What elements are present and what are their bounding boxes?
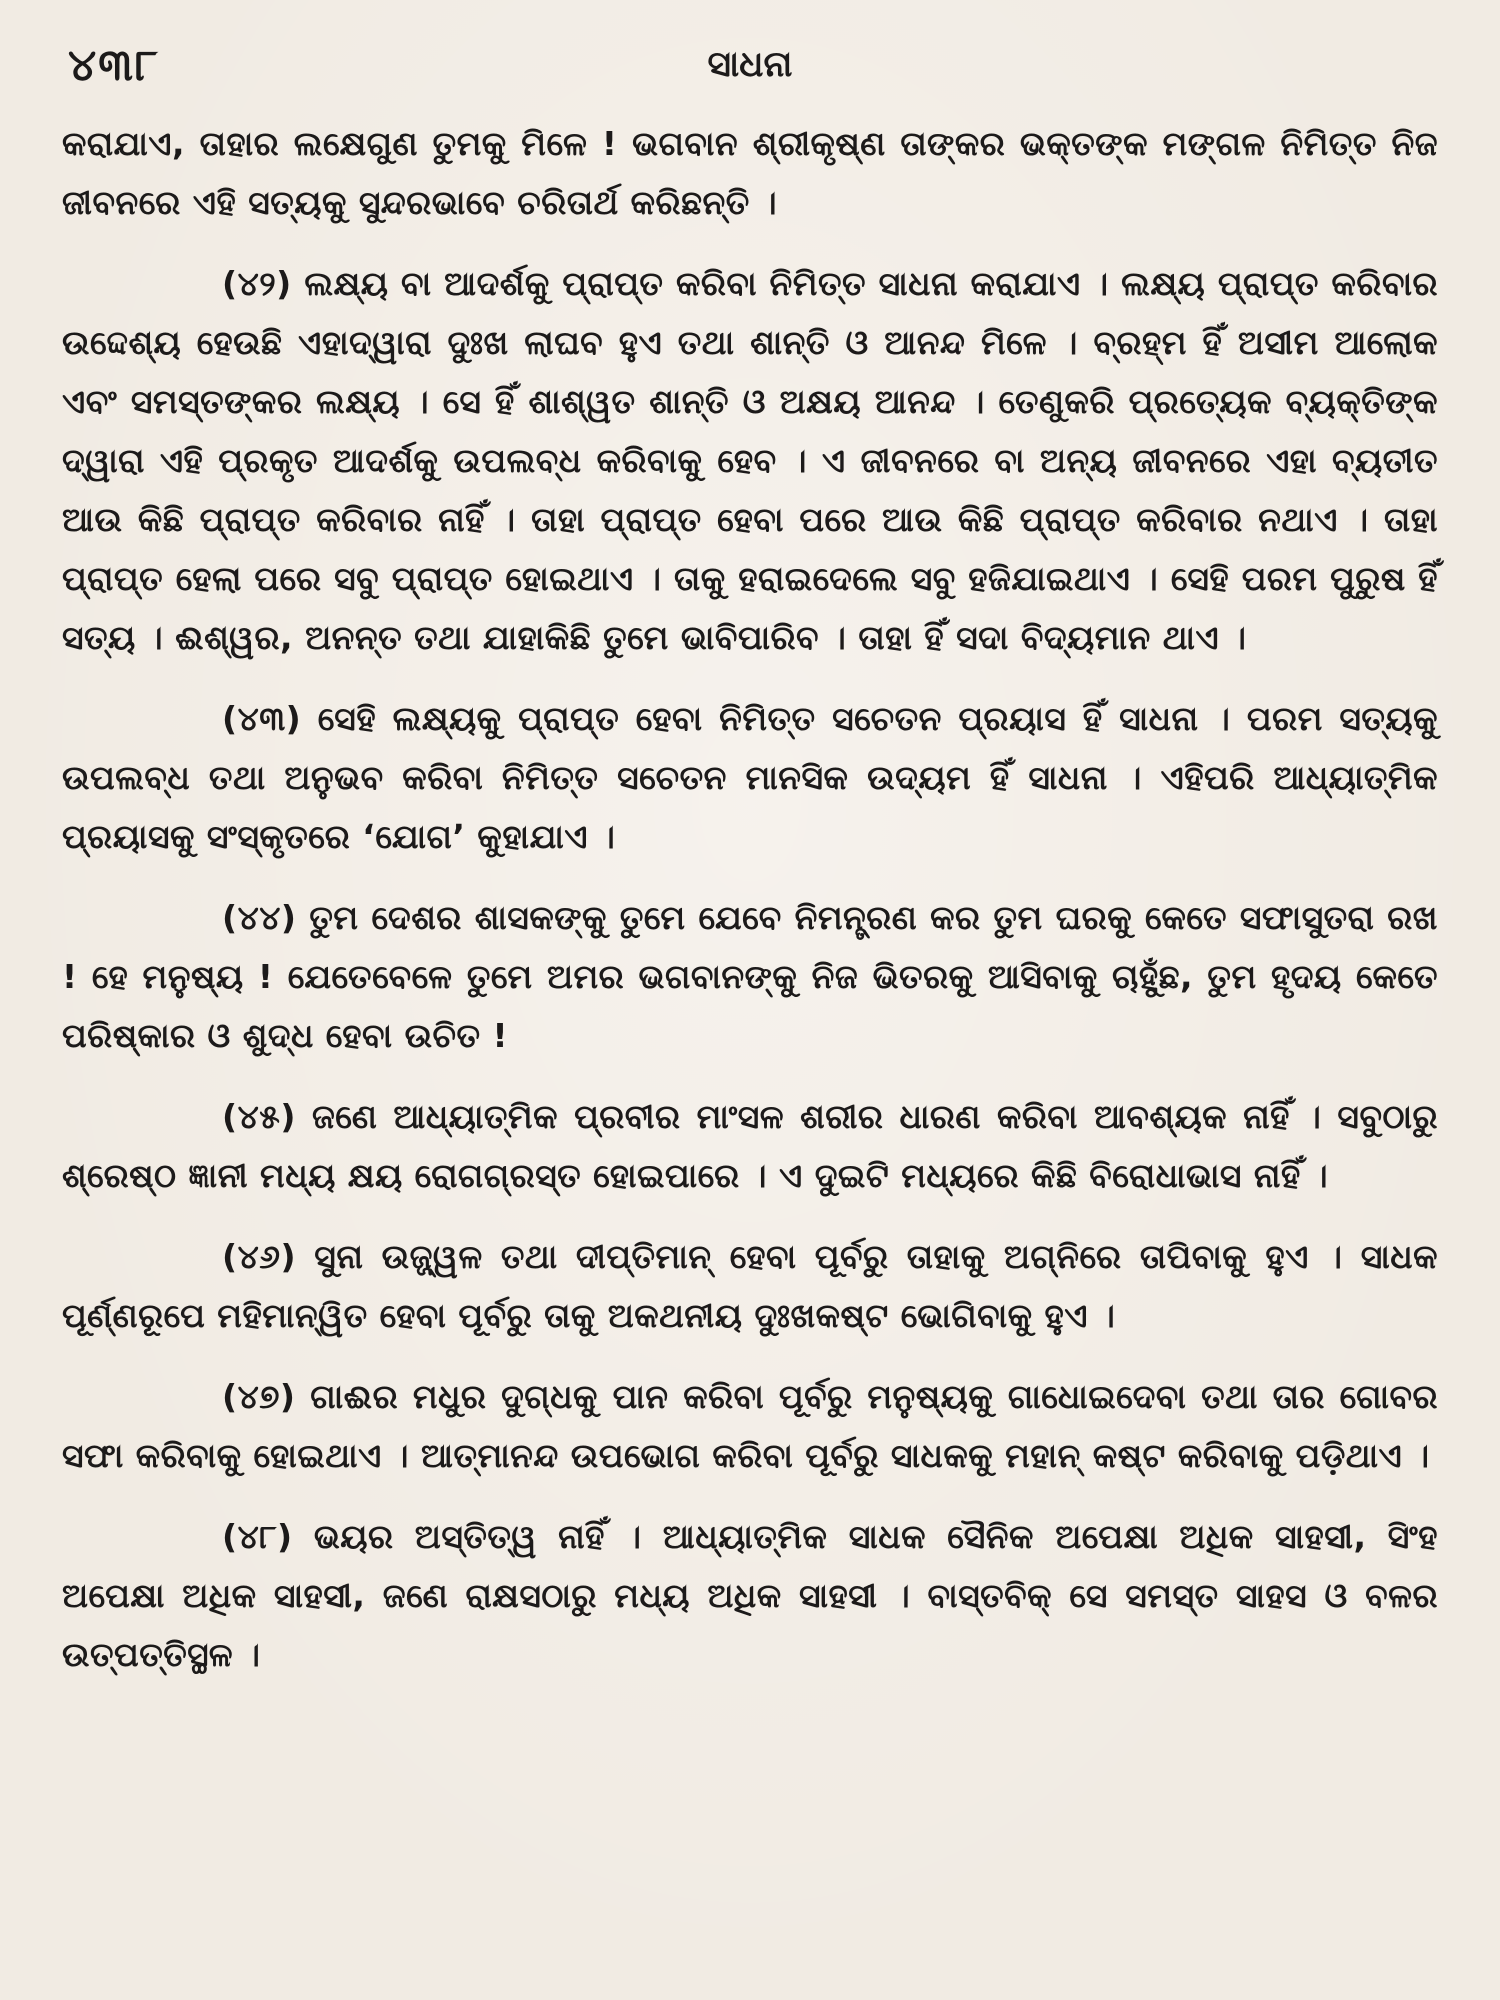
paragraph-continuation: କରାଯାଏ, ତାହାର ଲକ୍ଷେଗୁଣ ତୁମକୁ ମିଳେ ! ଭଗବାନ ଶ୍ରୀକୃଷ୍ଣ ତାଙ୍କର ଭକ୍ତଙ୍କ ମଙ୍ଗଳ ନିମିତ୍ତ ନିଜ ଜୀବନରେ ଏହି ସତ୍ୟକୁ ସୁନ୍ଦରଭାବେ ଚରିତାର୍ଥ କରିଛନ୍ତି ।	[62, 124, 1438, 222]
page-number: ୪୩୮	[68, 40, 160, 91]
paragraph-46: (୪୬) ସୁନା ଉଜ୍ଜ୍ୱଳ ତଥା ଦୀପ୍ତିମାନ୍ ହେବା ପୂର୍ବରୁ ତାହାକୁ ଅଗ୍ନିରେ ତାପିବାକୁ ହୁଏ । ସାଧକ ପୂର୍ଣ୍ଣରୂପେ ମହିମାନ୍ୱିତ ହେବା ପୂର୍ବରୁ ତାକୁ ଅକଥନୀୟ ଦୁଃଖକଷ୍ଟ ଭୋଗିବାକୁ ହୁଏ ।	[62, 1237, 1438, 1335]
paragraph-45: (୪୫) ଜଣେ ଆଧ୍ୟାତ୍ମିକ ପ୍ରବୀର ମାଂସଳ ଶରୀର ଧାରଣ କରିବା ଆବଶ୍ୟକ ନାହିଁ । ସବୁଠାରୁ ଶ୍ରେଷ୍ଠ ଜ୍ଞାନୀ ମଧ୍ୟ କ୍ଷୟ ରୋଗଗ୍ରସ୍ତ ହୋଇପାରେ । ଏ ଦୁଇଟି ମଧ୍ୟରେ କିଛି ବିରୋଧାଭାସ ନାହିଁ ।	[62, 1097, 1438, 1195]
paragraph-44: (୪୪) ତୁମ ଦେଶର ଶାସକଙ୍କୁ ତୁମେ ଯେବେ ନିମନ୍ତ୍ରଣ କର ତୁମ ଘରକୁ କେତେ ସଫାସୁତରା ରଖ ! ହେ ମନୁଷ୍ୟ ! ଯେତେବେଳେ ତୁମେ ଅମର ଭଗବାନଙ୍କୁ ନିଜ ଭିତରକୁ ଆସିବାକୁ ଚାହୁଁଛ, ତୁମ ହୃଦୟ କେତେ ପରିଷ୍କାର ଓ ଶୁଦ୍ଧ ହେବା ଉଚିତ !	[62, 898, 1438, 1055]
body-text	[62, 114, 1438, 1684]
paragraph-43: (୪୩) ସେହି ଲକ୍ଷ୍ୟକୁ ପ୍ରାପ୍ତ ହେବା ନିମିତ୍ତ ସଚେତନ ପ୍ରୟାସ ହିଁ ସାଧନା । ପରମ ସତ୍ୟକୁ ଉପଲବ୍ଧ ତଥା ଅନୁଭବ କରିବା ନିମିତ୍ତ ସଚେତନ ମାନସିକ ଉଦ୍ୟମ ହିଁ ସାଧନା । ଏହିପରି ଆଧ୍ୟାତ୍ମିକ ପ୍ରୟାସକୁ ସଂସ୍କୃତରେ ‘ଯୋଗ’ କୁହାଯାଏ ।	[62, 699, 1438, 856]
paragraph-48: (୪୮) ଭୟର ଅସ୍ତିତ୍ୱ ନାହିଁ । ଆଧ୍ୟାତ୍ମିକ ସାଧକ ସୈନିକ ଅପେକ୍ଷା ଅଧିକ ସାହସୀ, ସିଂହ ଅପେକ୍ଷା ଅଧିକ ସାହସୀ, ଜଣେ ରାକ୍ଷସଠାରୁ ମଧ୍ୟ ଅଧିକ ସାହସୀ । ବାସ୍ତବିକ୍ ସେ ସମସ୍ତ ସାହସ ଓ ବଳର ଉତ୍ପତ୍ତିସ୍ଥଳ ।	[62, 1517, 1438, 1674]
running-title: ସାଧନା	[707, 44, 793, 85]
paragraph-47: (୪୭) ଗାଈର ମଧୁର ଦୁଗ୍ଧକୁ ପାନ କରିବା ପୂର୍ବରୁ ମନୁଷ୍ୟକୁ ଗାଧୋଇଦେବା ତଥା ତାର ଗୋବର ସଫା କରିବାକୁ ହୋଇଥାଏ । ଆତ୍ମାନନ୍ଦ ଉପଭୋଗ କରିବା ପୂର୍ବରୁ ସାଧକକୁ ମହାନ୍ କଷ୍ଟ କରିବାକୁ ପଡ଼ିଥାଏ ।	[62, 1377, 1438, 1475]
paragraph-42: (୪୨) ଲକ୍ଷ୍ୟ ବା ଆଦର୍ଶକୁ ପ୍ରାପ୍ତ କରିବା ନିମିତ୍ତ ସାଧନା କରାଯାଏ । ଲକ୍ଷ୍ୟ ପ୍ରାପ୍ତ କରିବାର ଉଦ୍ଦେଶ୍ୟ ହେଉଛି ଏହାଦ୍ୱାରା ଦୁଃଖ ଲାଘବ ହୁଏ ତଥା ଶାନ୍ତି ଓ ଆନନ୍ଦ ମିଳେ । ବ୍ରହ୍ମ ହିଁ ଅସୀମ ଆଲୋକ ଏବଂ ସମସ୍ତଙ୍କର ଲକ୍ଷ୍ୟ । ସେ ହିଁ ଶାଶ୍ୱତ ଶାନ୍ତି ଓ ଅକ୍ଷୟ ଆନନ୍ଦ । ତେଣୁକରି ପ୍ରତ୍ୟେକ ବ୍ୟକ୍ତିଙ୍କ ଦ୍ୱାରା ଏହି ପ୍ରକୃତ ଆଦର୍ଶକୁ ଉପଲବ୍ଧ କରିବାକୁ ହେବ । ଏ ଜୀବନରେ ବା ଅନ୍ୟ ଜୀବନରେ ଏହା ବ୍ୟତୀତ ଆଉ କିଛି ପ୍ରାପ୍ତ କରିବାର ନାହିଁ । ତାହା ପ୍ରାପ୍ତ ହେବା ପରେ ଆଉ କିଛି ପ୍ରାପ୍ତ କରିବାର ନଥାଏ । ତାହା ପ୍ରାପ୍ତ ହେଲା ପରେ ସବୁ ପ୍ରାପ୍ତ ହୋଇଥାଏ । ତାକୁ ହରାଇଦେଲେ ସବୁ ହଜିଯାଇଥାଏ । ସେହି ପରମ ପୁରୁଷ ହିଁ ସତ୍ୟ । ଈଶ୍ୱର, ଅନନ୍ତ ତଥା ଯାହାକିଛି ତୁମେ ଭାବିପାରିବ । ତାହା ହିଁ ସଦା ବିଦ୍ୟମାନ ଥାଏ ।	[62, 264, 1438, 657]
page-header	[62, 36, 1438, 114]
